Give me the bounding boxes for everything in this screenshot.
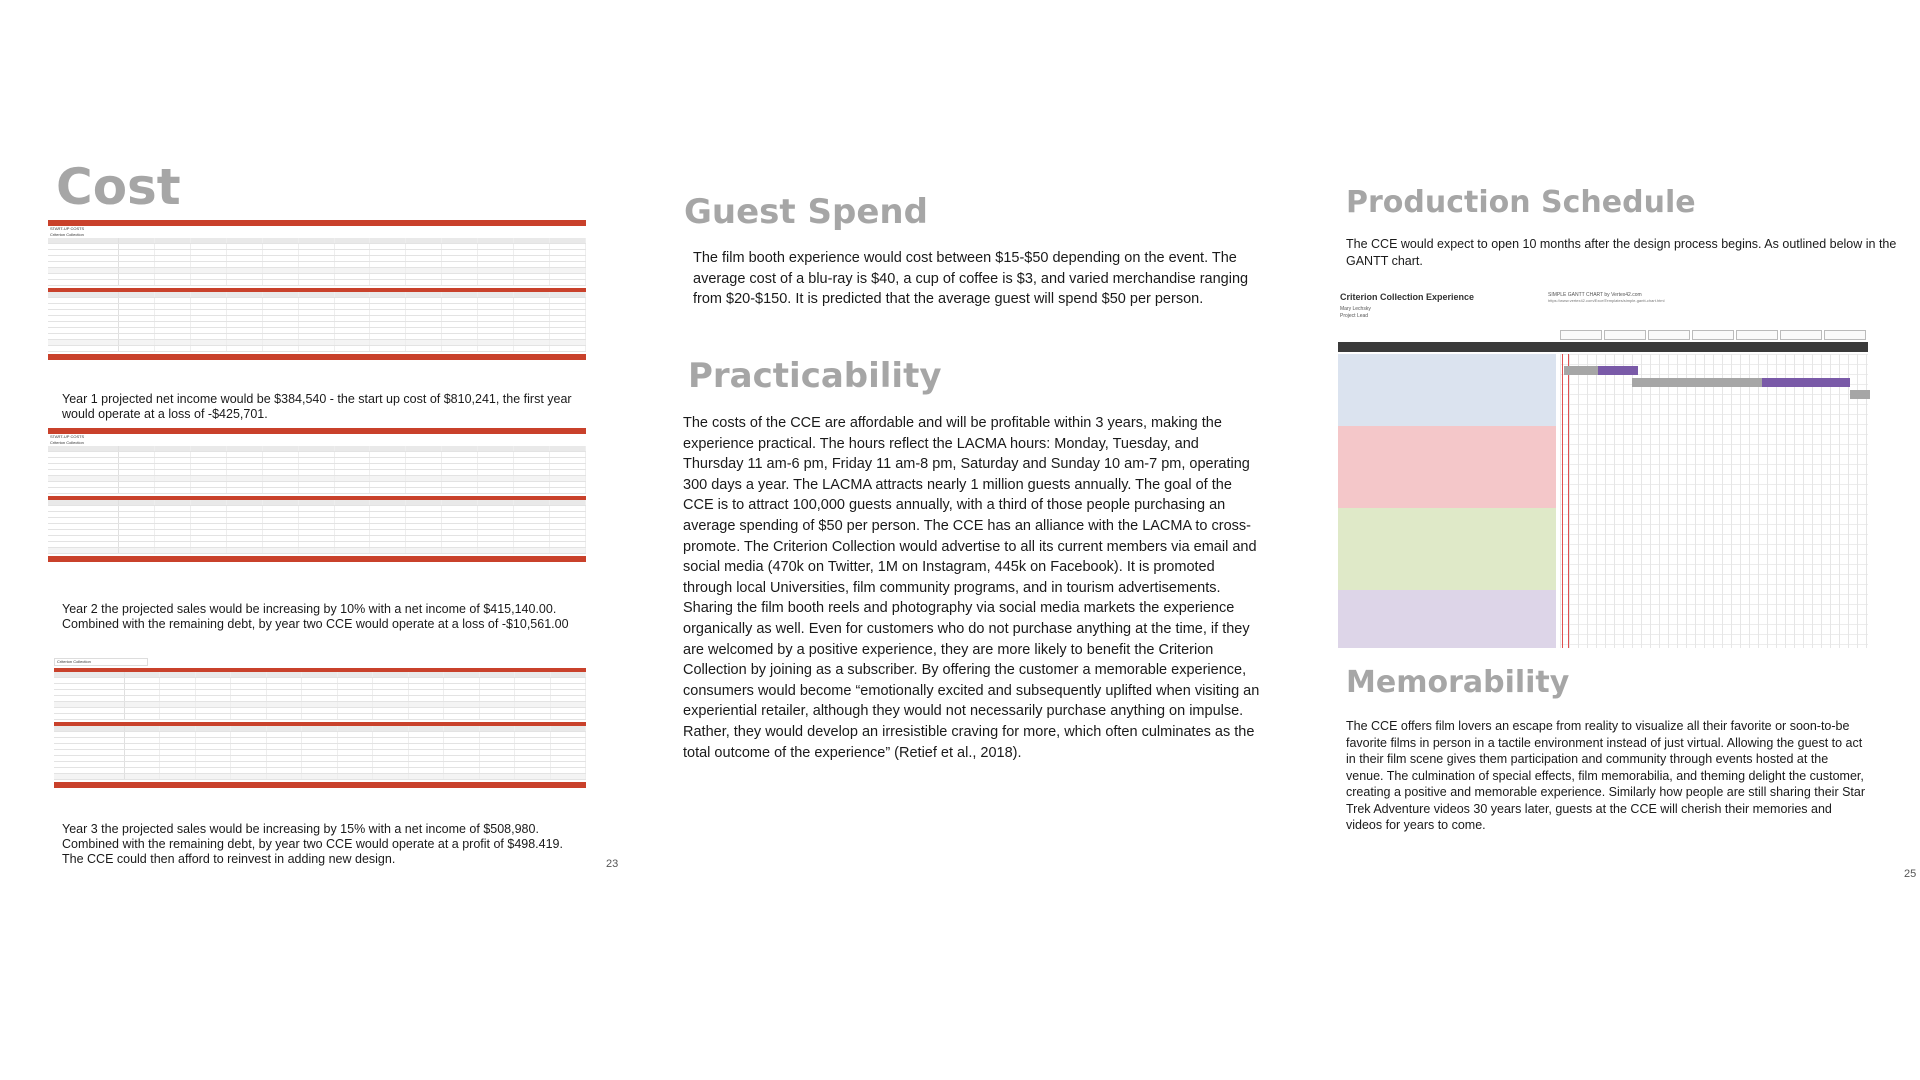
gantt-template-url: https://www.vertex42.com/ExcelTemplates/simple-gantt-chart.html (1548, 298, 1665, 303)
sheet-subheader: Criterion Collection (50, 232, 84, 237)
practicability-paragraph: The costs of the CCE are affordable and will be profitable within 3 years, making the experience practical. The hours reflect the LACMA hours: Monday, Tuesday, and Thursday 11 am-6 pm, Friday 11 am-8 pm, Saturday and Sunday 10 am-7 pm, operating 300 days a year. The LACMA attracts nearly 1 million guests annually. The goal of the CCE is to attract 100,000 guests annually, with a third of those people purchasing an average spending of $50 per person. The CCE has an alliance with the LACMA to cross-promote. The Criterion Collection would advertise to all its current members via email and social media (470k on Twitter, 1M on Instagram, 445k on Facebook). It is promoted through local Universities, film community programs, and in tourism advertisements. Sharing the film booth reels and photography via social media markets the experience organically as well. Even for customers who do not purchase anything at the time, if they are welcomed by a positive experience, they are more likely to benefit the Criterion Collection by joining as a subscriber. By offering the customer a memorable experience, consumers would become “emotionally excited and subsequently uplifted when visiting an experiential retailer, although they would not necessarily purchase anything on impulse. Rather, they would develop an irresistible craving for more, which often culminates as the total outcome of the experience” (Retief et al., 2018). (683, 415, 1260, 761)
gantt-week-headers (1560, 330, 1868, 340)
gantt-task-bar (1632, 378, 1762, 387)
cost-title: Cost (56, 158, 181, 216)
startup-costs-table-year2 (48, 428, 586, 592)
gantt-task-bar (1850, 390, 1870, 399)
practicability-title: Practicability (688, 356, 942, 396)
startup-costs-table-year1 (48, 220, 586, 386)
startup-costs-table-year3 (54, 658, 586, 812)
gantt-today-line (1568, 354, 1569, 648)
year2-summary: Year 2 the projected sales would be increasing by 10% with a net income of $415,140.00. Combined with the remaining debt, by year two CCE would operate at a loss of -$10,561.00 (62, 602, 569, 631)
gantt-task-list (1338, 354, 1556, 648)
production-schedule-paragraph: The CCE would expect to open 10 months after the design process begins. As outlined below in the GANTT chart. (1346, 237, 1897, 268)
gantt-task-bar (1598, 366, 1638, 375)
gantt-phase-1 (1338, 354, 1556, 426)
gantt-person: Mary Lechsky (1340, 306, 1371, 312)
gantt-phase-4 (1338, 590, 1556, 648)
page-number-left: 23 (606, 858, 619, 870)
gantt-header-bar (1338, 342, 1868, 352)
year3-summary: Year 3 the projected sales would be increasing by 15% with a net income of $508,980. Combined with the remaining debt, by year two CCE would operate at a profit of $498.419. The CCE could then afford to reinvest in adding new design. (62, 822, 563, 866)
gantt-role: Project Lead (1340, 313, 1369, 319)
gantt-task-bar (1762, 378, 1850, 387)
sheet-header: START-UP COSTS (50, 434, 85, 439)
gantt-today-line (1562, 354, 1563, 648)
year1-summary: Year 1 projected net income would be $384,540 - the start up cost of $810,241, the first year would operate at a loss of -$425,701. (62, 392, 572, 421)
gantt-title: Criterion Collection Experience (1340, 292, 1475, 302)
gantt-task-bar (1564, 366, 1598, 375)
guest-spend-title: Guest Spend (684, 192, 928, 232)
sheet-subheader: Criterion Collection (54, 658, 148, 666)
memorability-paragraph: The CCE offers film lovers an escape from reality to visualize all their favorite or soon-to-be favorite films in person in a tactile environment instead of just virtual. Allowing the guest to act in their film scene gives them participation and community through events hosted at the venue. The culmination of special effects, film memorabilia, and theming delight the customer, creating a positive and memorable experience. Similarly how people are still sharing their Star Trek Adventure videos 30 years later, guests at the CCE will cherish their memories and videos for years to come. (1346, 719, 1866, 832)
page-number-right: 25 (1904, 868, 1917, 880)
gantt-timeline-grid (1560, 354, 1868, 648)
guest-spend-paragraph: The film booth experience would cost between $15-$50 depending on the event. The average cost of a blu-ray is $40, a cup of coffee is $3, and varied merchandise ranging from $20-$150. It is predicted that the average guest will spend $50 per person. (693, 250, 1249, 307)
sheet-subheader: Criterion Collection (50, 440, 84, 445)
production-schedule-title: Production Schedule (1346, 185, 1696, 220)
memorability-title: Memorability (1346, 665, 1570, 700)
sheet-header: START-UP COSTS (50, 226, 85, 231)
gantt-template-label: SIMPLE GANTT CHART by Vertex42.com (1548, 292, 1642, 298)
gantt-phase-3 (1338, 508, 1556, 590)
gantt-chart (1338, 290, 1868, 648)
gantt-phase-2 (1338, 426, 1556, 508)
